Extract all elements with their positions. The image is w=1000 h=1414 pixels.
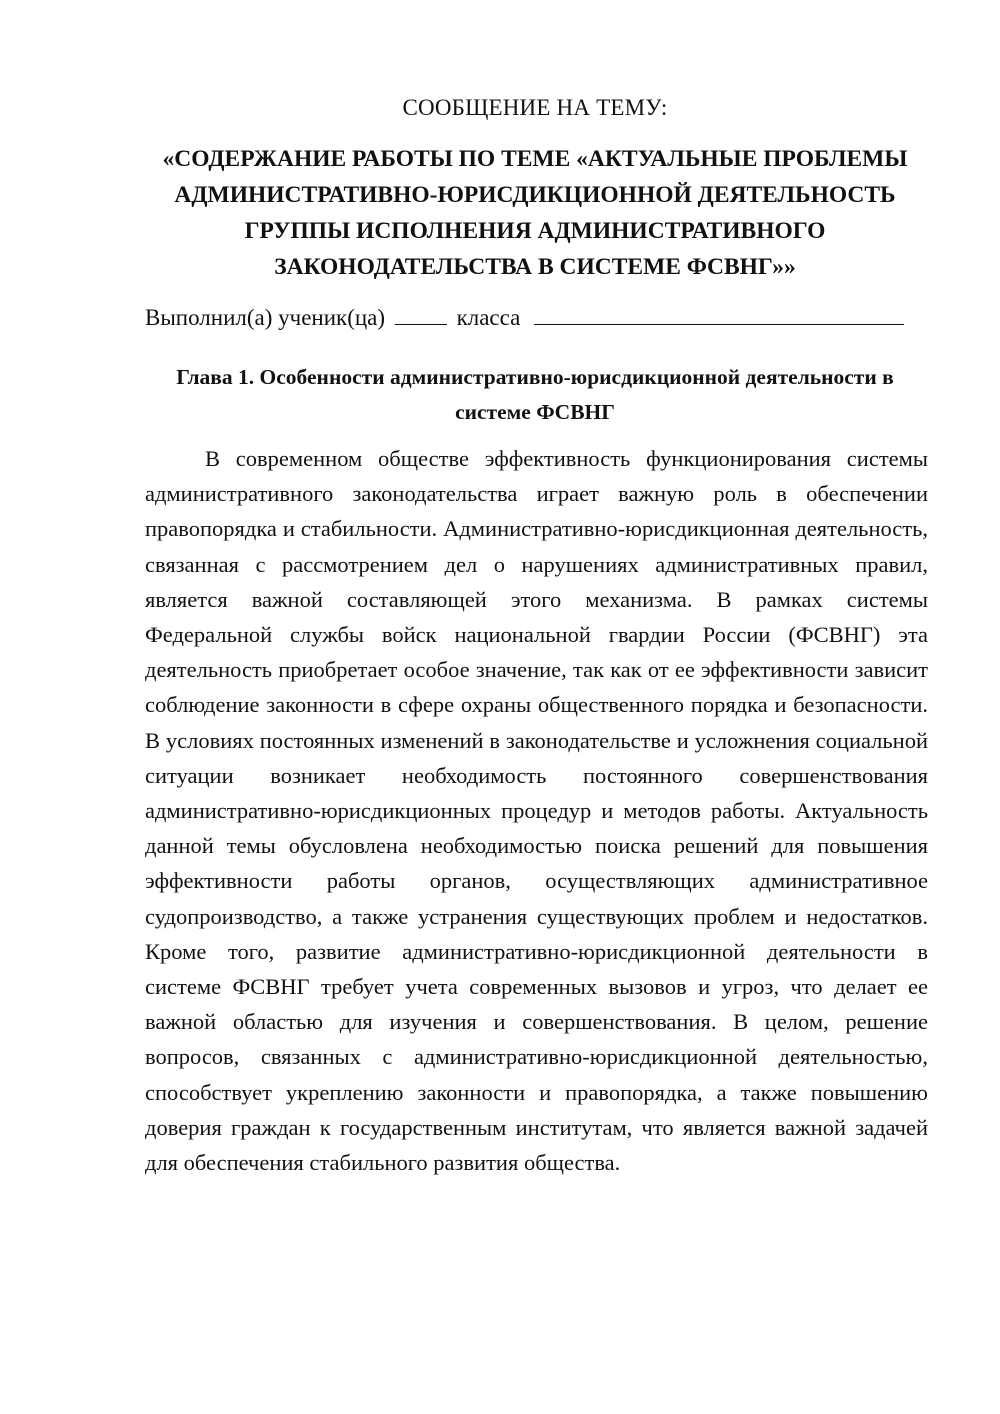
name-blank (534, 304, 904, 325)
document-title: «СОДЕРЖАНИЕ РАБОТЫ ПО ТЕМЕ «АКТУАЛЬНЫЕ ПРОБЛЕМЫ АДМИНИСТРАТИВНО-ЮРИСДИКЦИОННОЙ ДЕЯТЕЛЬНОСТЬ ГРУППЫ ИСПОЛНЕНИЯ АДМИНИСТРАТИВНОГО ЗАКОНОДАТЕЛЬСТВА В СИСТЕМЕ ФСВНГ»» (162, 146, 908, 280)
signature-line (145, 303, 935, 333)
document-header: СООБЩЕНИЕ НА ТЕМУ: (402, 95, 668, 120)
body-paragraph: В современном обществе эффективность функционирования системы административного законодательства играет важную роль в обеспечении правопорядка и стабильности. Административно-юрисдикционная деятельность, связанная с рассмотрением дел о нарушениях административных правил, является важной составляющей этого механизма. В рамках системы Федеральной службы войск национальной гвардии России (ФСВНГ) эта деятельность приобретает особое значение, так как от ее эффективности зависит соблюдение законности в сфере охраны общественного порядка и безопасности. В условиях постоянных изменений в законодательстве и усложнения социальной ситуации возникает необходимость постоянного совершенствования административно-юрисдикционных процедур и методов работы. Актуальность данной темы обусловлена необходимостью поиска решений для повышения эффективности работы органов, осуществляющих административное судопроизводство, а также устранения существующих проблем и недостатков. Кроме того, развитие административно-юрисдикционной деятельности в системе ФСВНГ требует учета современных вызовов и угроз, что делает ее важной областью для изучения и совершенствования. В целом, решение вопросов, связанных с административно-юрисдикционной деятельностью, способствует укреплению законности и правопорядка, а также повышению доверия граждан к государственным институтам, что является важной задачей для обеспечения стабильного развития общества. (145, 446, 928, 1176)
class-number-blank (395, 304, 447, 325)
chapter-heading: Глава 1. Особенности административно-юрисдикционной деятельности в системе ФСВНГ (176, 365, 894, 424)
class-label: класса (456, 305, 521, 330)
performed-by-label: Выполнил(а) ученик(ца) (145, 305, 386, 330)
